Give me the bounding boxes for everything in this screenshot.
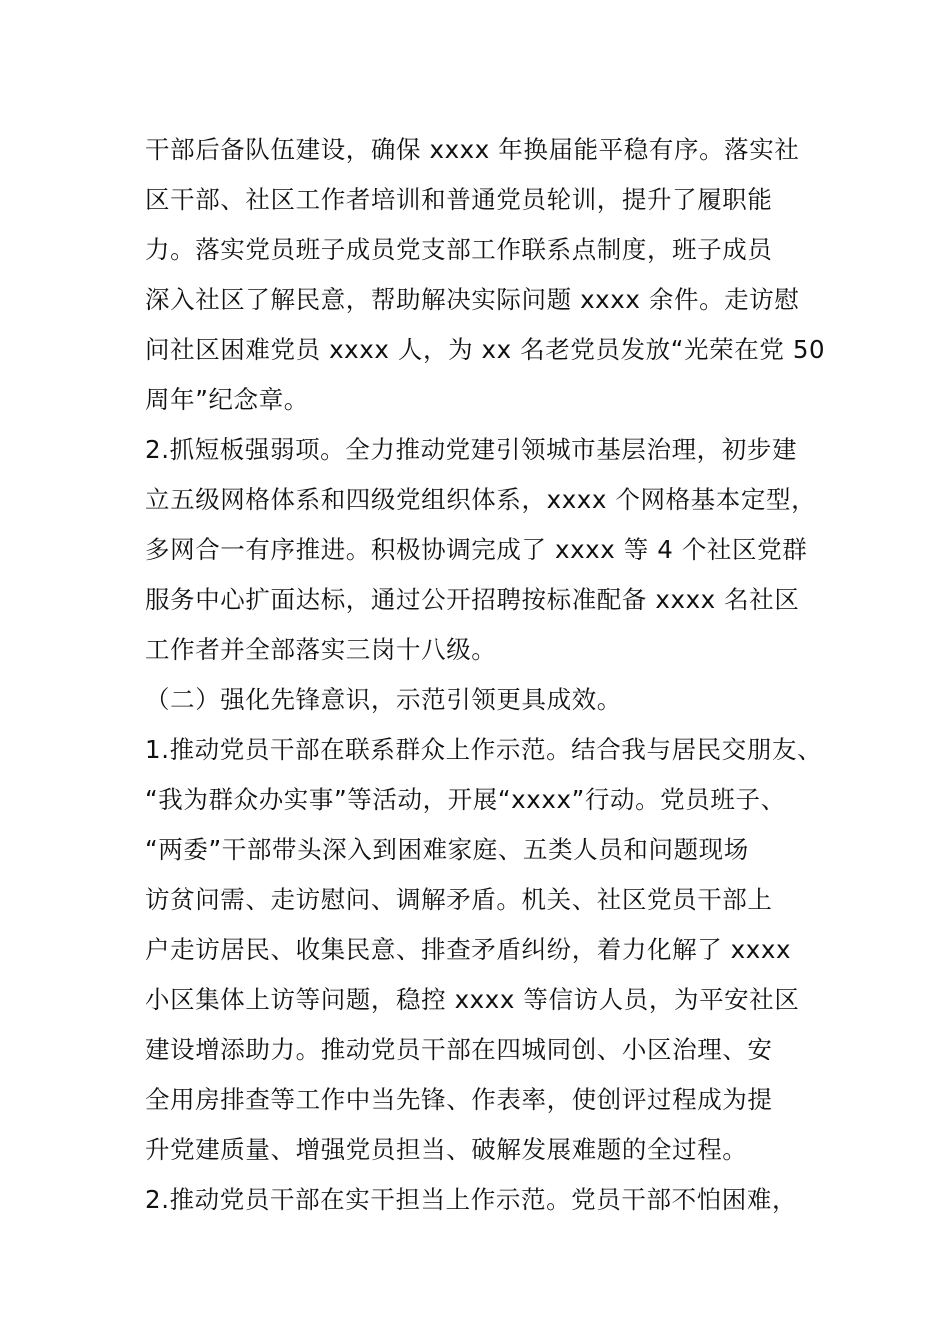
text-line: “我为群众办实事”等活动，开展“xxxx”行动。党员班子、	[145, 785, 786, 814]
text-line: 多网合一有序推进。积极协调完成了 xxxx 等 4 个社区党群	[145, 535, 808, 564]
text-line: 升党建质量、增强党员担当、破解发展难题的全过程。	[145, 1135, 748, 1164]
text-line: “两委”干部带头深入到困难家庭、五类人员和问题现场	[145, 835, 749, 864]
text-line: 力。落实党员班子成员党支部工作联系点制度，班子成员	[145, 235, 773, 264]
text-line: 服务中心扩面达标，通过公开招聘按标准配备 xxxx 名社区	[145, 585, 800, 614]
text-line: 访贫问需、走访慰问、调解矛盾。机关、社区党员干部上	[145, 885, 773, 914]
text-line: 全用房排查等工作中当先锋、作表率，使创评过程成为提	[145, 1085, 773, 1114]
text-line: 2.抓短板强弱项。全力推动党建引领城市基层治理，初步建	[145, 435, 798, 464]
text-line: 1.推动党员干部在联系群众上作示范。结合我与居民交朋友、	[145, 735, 823, 764]
text-line: 区干部、社区工作者培训和普通党员轮训，提升了履职能	[145, 185, 773, 214]
text-line: 小区集体上访等问题，稳控 xxxx 等信访人员，为平安社区	[145, 985, 800, 1014]
text-line: 立五级网格体系和四级党组织体系，xxxx 个网格基本定型，	[145, 485, 817, 514]
text-line: 工作者并全部落实三岗十八级。	[145, 635, 497, 664]
text-line: 户走访居民、收集民意、排查矛盾纠纷，着力化解了 xxxx	[145, 935, 792, 964]
text-line: 周年”纪念章。	[145, 385, 309, 414]
text-line: 问社区困难党员 xxxx 人，为 xx 名老党员发放“光荣在党 50	[145, 335, 826, 364]
text-line: 建设增添助力。推动党员干部在四城同创、小区治理、安	[145, 1035, 773, 1064]
section-heading: （二）强化先锋意识，示范引领更具成效。	[145, 685, 622, 714]
text-line: 干部后备队伍建设，确保 xxxx 年换届能平稳有序。落实社	[145, 135, 800, 164]
text-line: 深入社区了解民意，帮助解决实际问题 xxxx 余件。走访慰	[145, 285, 800, 314]
text-line: 2.推动党员干部在实干担当上作示范。党员干部不怕困难，	[145, 1185, 798, 1214]
